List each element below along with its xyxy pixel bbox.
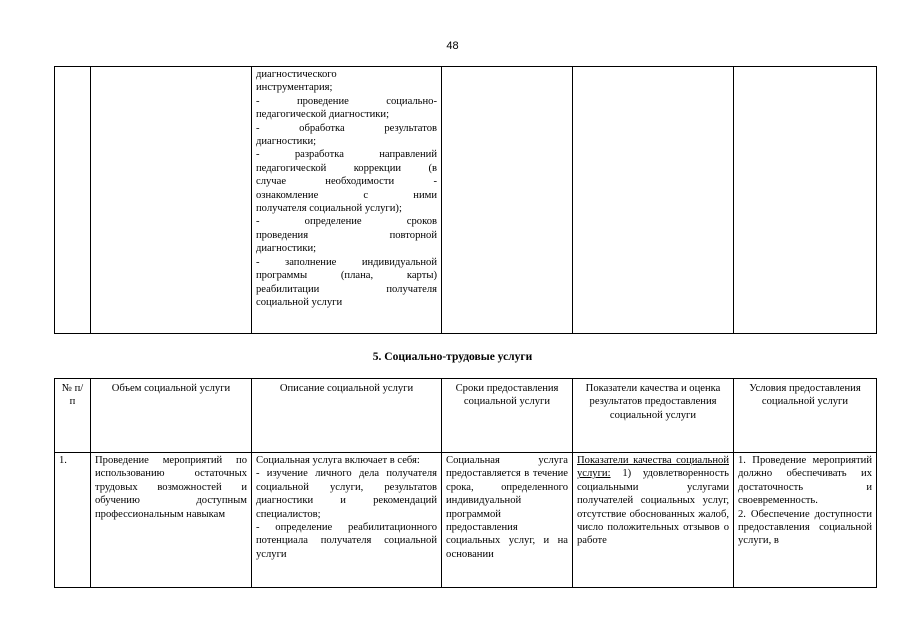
row-quality <box>573 453 734 588</box>
section-title: 5. Социально-трудовые услуги <box>372 351 533 363</box>
table-header-row <box>55 379 877 453</box>
continuation-description-line: социальной услуги <box>256 296 343 308</box>
row-terms: Социальная услуга предоставляется в течение срока, определенного индивидуальной программой предоставления социальных услуг, и на основании <box>442 453 573 588</box>
continuation-description-line: получателя социальной услуги); <box>256 203 402 215</box>
continuation-conditions-cell <box>734 67 877 334</box>
continuation-description-line: - заполнение индивидуальной <box>256 256 437 268</box>
row-conditions <box>734 453 877 588</box>
continuation-description-line: ознакомление с ними <box>256 189 437 201</box>
conditions-line: 2. Обеспечение доступности предоставления социальной услуги, в <box>738 508 872 547</box>
continuation-terms-cell <box>442 67 573 334</box>
header-terms: Сроки предоставления социальной услуги <box>442 379 573 453</box>
quality-text: 1) удовлетворенность социальными услугами получателей социальных услуг, отсутствие обоснованных жалоб, число положительных отзывов о работе <box>577 468 729 547</box>
continuation-description-line: случае необходимости - <box>256 176 437 188</box>
page-number: 48 <box>446 40 459 52</box>
header-volume: Объем социальной услуги <box>91 379 252 453</box>
continuation-table <box>54 66 877 334</box>
continuation-description-line: - определение сроков <box>256 216 437 228</box>
continuation-description-line: педагогической диагностики; <box>256 109 390 121</box>
continuation-row <box>55 67 877 334</box>
continuation-description-line: диагностики; <box>256 136 317 148</box>
continuation-description-cell <box>252 67 442 334</box>
description-line: Социальная услуга включает в себя: <box>256 455 420 466</box>
services-table <box>54 378 877 588</box>
continuation-description-line: - проведение социально- <box>256 95 437 107</box>
conditions-line: 1. Проведение мероприятий должно обеспечивать их достаточность и своевременность. <box>738 455 872 507</box>
continuation-description-line: программы (плана, карты) <box>256 270 437 282</box>
quality-label: Показатели качества социальной услуги: <box>577 455 729 480</box>
row-number: 1. <box>55 453 91 588</box>
description-line: - определение реабилитационного потенциала получателя социальной услуги <box>256 522 437 560</box>
header-number: № п/п <box>55 379 91 453</box>
continuation-description-line: проведения повторной <box>256 229 437 241</box>
continuation-description-line: инструментария; <box>256 82 333 94</box>
description-line: - изучение личного дела получателя социальной услуги, результатов диагностики и рекомендаций специалистов; <box>256 468 437 520</box>
header-conditions: Условия предоставления социальной услуги <box>734 379 877 453</box>
continuation-description-line: педагогической коррекции (в <box>256 162 437 174</box>
header-description: Описание социальной услуги <box>252 379 442 453</box>
continuation-quality-cell <box>573 67 734 334</box>
row-description <box>252 453 442 588</box>
table-row <box>55 453 877 588</box>
continuation-number-cell <box>55 67 91 334</box>
continuation-description-line: диагностического <box>256 69 337 80</box>
row-volume: Проведение мероприятий по использованию остаточных трудовых возможностей и обучению доступным профессиональным навыкам <box>91 453 252 588</box>
header-quality: Показатели качества и оценка результатов предоставления социальной услуги <box>573 379 734 453</box>
continuation-description-line: - обработка результатов <box>256 122 437 134</box>
continuation-description-line: диагностики; <box>256 243 317 255</box>
continuation-description-line: - разработка направлений <box>256 149 437 161</box>
continuation-description-line: реабилитации получателя <box>256 283 437 295</box>
continuation-volume-cell <box>91 67 252 334</box>
